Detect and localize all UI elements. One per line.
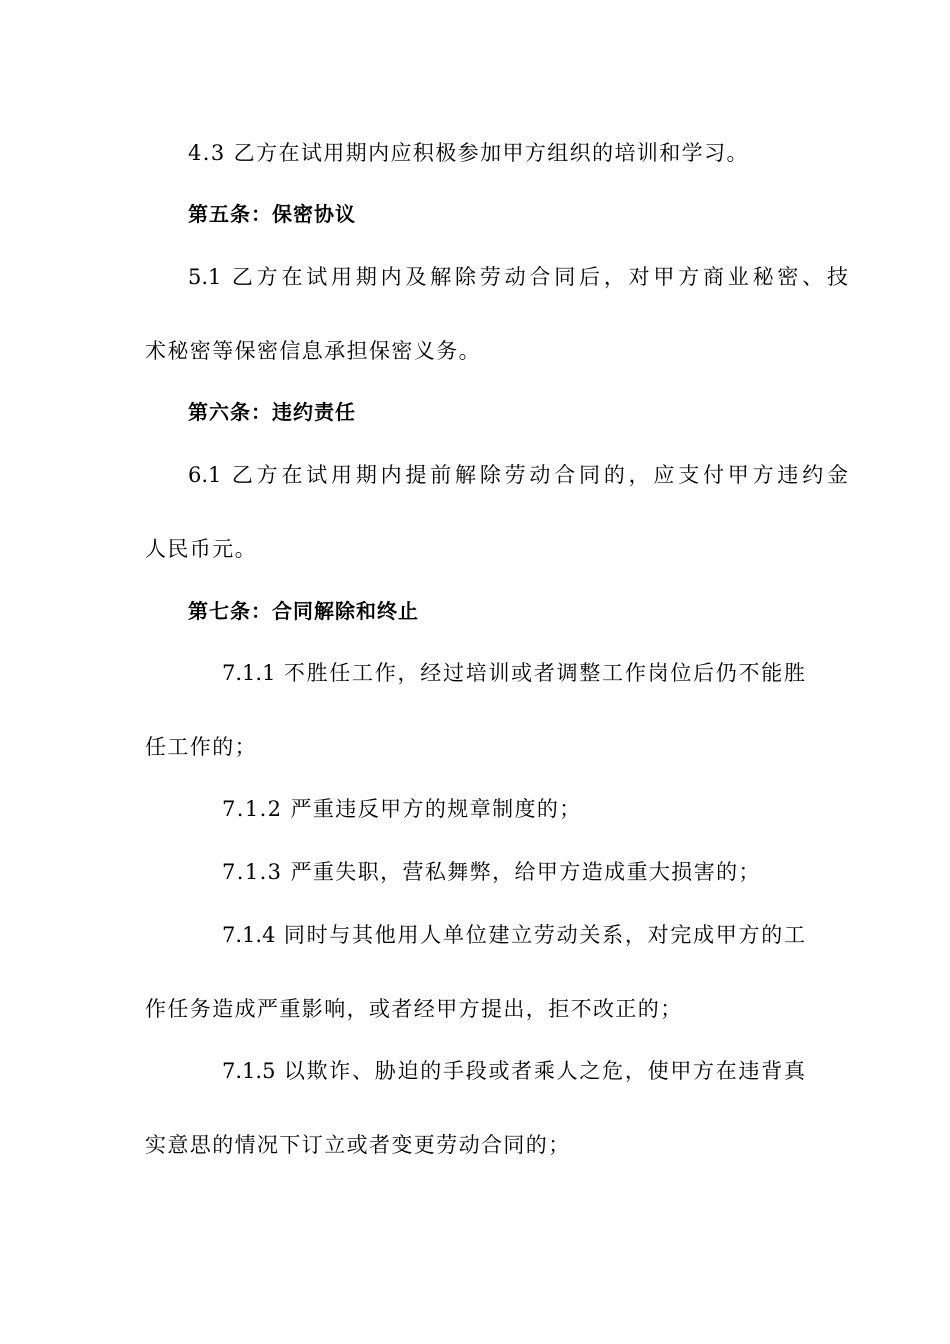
clause-6-1-line-1: 6.1 乙方在试用期内提前解除劳动合同的，应支付甲方违约金 xyxy=(188,463,848,487)
clause-7-1-5-line-1: 7.1.5 以欺诈、胁迫的手段或者乘人之危，使甲方在违背真 xyxy=(222,1059,805,1083)
clause-6-1-line-2: 人民币元。 xyxy=(145,537,257,561)
clause-7-1-1-line-2: 任工作的； xyxy=(145,735,257,759)
clause-7-1-4-line-1: 7.1.4 同时与其他用人单位建立劳动关系，对完成甲方的工 xyxy=(222,923,805,947)
clause-7-1-1-line-1: 7.1.1 不胜任工作，经过培训或者调整工作岗位后仍不能胜 xyxy=(222,661,805,685)
clause-7-1-3: 7.1.3 严重失职，营私舞弊，给甲方造成重大损害的； xyxy=(222,860,761,884)
article-6-heading: 第六条：违约责任 xyxy=(188,400,356,424)
clause-5-1-line-1: 5.1 乙方在试用期内及解除劳动合同后，对甲方商业秘密、技 xyxy=(188,265,848,289)
clause-7-1-5-line-2: 实意思的情况下订立或者变更劳动合同的； xyxy=(145,1133,571,1157)
clause-7-1-4-line-2: 作任务造成严重影响，或者经甲方提出，拒不改正的； xyxy=(145,997,683,1021)
clause-5-1-line-2: 术秘密等保密信息承担保密义务。 xyxy=(145,339,481,363)
article-5-heading: 第五条：保密协议 xyxy=(188,202,356,226)
article-7-heading: 第七条：合同解除和终止 xyxy=(188,599,419,623)
clause-7-1-2: 7.1.2 严重违反甲方的规章制度的； xyxy=(222,797,582,821)
clause-4-3: 4.3 乙方在试用期内应积极参加甲方组织的培训和学习。 xyxy=(188,141,749,165)
